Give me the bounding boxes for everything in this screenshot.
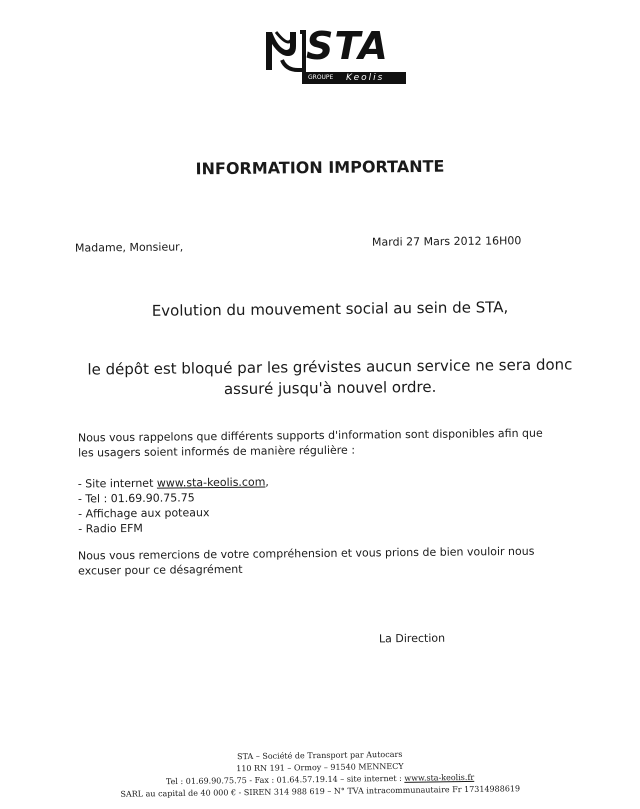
keolis-label: Keolis: [346, 73, 385, 83]
site-suffix: ,: [265, 475, 269, 489]
main-announcement: [70, 354, 590, 401]
footer-address: 110 RN 191 – Ormoy – 91540 MENNECY: [236, 761, 404, 774]
sta-keolis-logo: [262, 22, 412, 88]
list-item-tel: - Tel : 01.69.90.75.75: [77, 491, 195, 506]
date-line: Mardi 27 Mars 2012 16H00: [371, 234, 522, 249]
footer-contact-text: Tel : 01.69.90.75.75 - Fax : 01.64.57.19.14 – site internet :: [165, 773, 405, 787]
list-item-radio: - Radio EFM: [78, 521, 143, 536]
page-title: INFORMATION IMPORTANTE: [195, 156, 445, 179]
signature: La Direction: [378, 631, 446, 646]
info-paragraph: Nous vous rappelons que différents supports d'information sont disponibles afin que les usagers soient informés de manière régulière :: [77, 426, 543, 460]
info-support-list: [78, 471, 559, 536]
footer: [0, 746, 640, 803]
site-prefix: - Site internet: [77, 476, 157, 491]
sta-logo-text: STA: [306, 24, 389, 68]
closing-paragraph: Nous vous remercions de votre compréhension et vous prions de bien vouloir nous excuser pour ce désagrément: [77, 544, 535, 578]
footer-legal: SARL au capital de 40 000 € - SIREN 314 988 619 – N° TVA intracommunautaire Fr 17314988619: [120, 784, 521, 799]
salutation: Madame, Monsieur,: [74, 240, 184, 255]
headline: Evolution du mouvement social au sein de STA,: [151, 298, 509, 320]
sta-swirl-icon: [262, 26, 306, 74]
list-item-affichage: - Affichage aux poteaux: [78, 506, 210, 521]
keolis-band: [302, 72, 406, 84]
footer-company: STA – Société de Transport par Autocars: [237, 749, 403, 762]
announcement-line-2: assuré jusqu'à nouvel ordre.: [223, 377, 437, 399]
announcement-line-1: le dépôt est bloqué par les grévistes aucun service ne sera donc: [87, 355, 573, 379]
groupe-label: GROUPE: [308, 74, 334, 81]
site-link[interactable]: www.sta-keolis.com: [156, 475, 266, 490]
footer-site-link[interactable]: www.sta-keolis.fr: [404, 772, 475, 783]
